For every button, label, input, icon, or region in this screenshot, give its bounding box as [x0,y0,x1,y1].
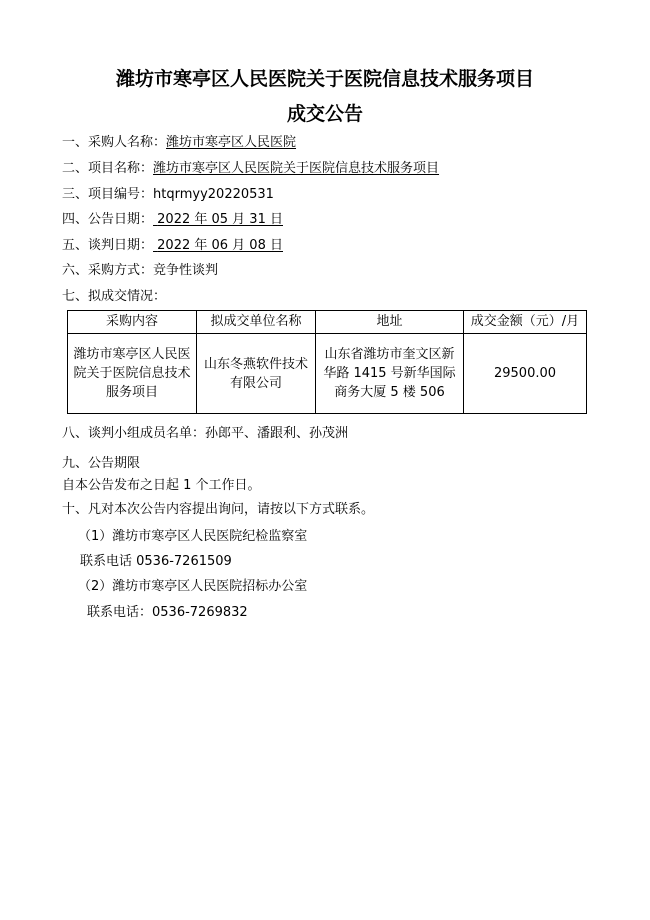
result-heading: 七、拟成交情况： [62,289,167,304]
method-label: 六、采购方式： [62,263,154,278]
announce-date-value: 2022 年 05 月 31 日 [157,212,283,227]
header-supplier: 拟成交单位名称 [197,311,316,334]
header-content: 采购内容 [68,311,197,334]
contact1-name: （1）潍坊市寒亭区人民医院纪检监察室 [78,529,308,544]
purchaser-line [62,134,296,152]
doc-title-line1: 潍坊市寒亭区人民医院关于医院信息技术服务项目 [115,68,534,90]
contact2-name: （2）潍坊市寒亭区人民医院招标办公室 [78,579,308,594]
period-text: 自本公告发布之日起 1 个工作日。 [62,478,261,493]
purchaser-value: 潍坊市寒亭区人民医院 [166,135,297,150]
team-line [62,425,348,443]
negotiation-date-line [62,237,283,255]
cell-address: 山东省潍坊市奎文区新华路 1415 号新华国际商务大厦 5 楼 506 [316,334,464,414]
team-value: 孙郎平、潘跟利、孙茂洲 [205,426,349,441]
contact2-phone: 联系电话：0536-7269832 [87,605,248,620]
result-table [67,310,587,414]
project-name-label: 二、项目名称： [62,161,154,176]
cell-supplier: 山东冬燕软件技术有限公司 [197,334,316,414]
team-label: 八、谈判小组成员名单： [62,426,206,441]
method-line [62,262,218,280]
header-address: 地址 [316,311,464,334]
negotiation-date-value: 2022 年 06 月 08 日 [157,238,283,253]
table-header-row [68,311,587,334]
purchaser-label: 一、采购人名称： [62,135,167,150]
method-value: 竞争性谈判 [153,263,219,278]
project-name-line [62,160,439,178]
header-amount: 成交金额（元）/月 [464,311,587,334]
announce-date-line [62,211,283,229]
contact1-phone: 联系电话 0536-7261509 [80,554,232,569]
project-no-value: htqrmyy20220531 [153,187,274,202]
announce-date-label: 四、公告日期： [62,212,154,227]
cell-amount: 29500.00 [464,334,587,414]
doc-title-line2: 成交公告 [286,103,363,125]
cell-content: 潍坊市寒亭区人民医院关于医院信息技术服务项目 [68,334,197,414]
project-no-line [62,186,274,204]
period-heading: 九、公告期限 [62,456,141,471]
project-name-value: 潍坊市寒亭区人民医院关于医院信息技术服务项目 [153,161,440,176]
table-row [68,334,587,414]
contact-heading: 十、凡对本次公告内容提出询问，请按以下方式联系。 [62,502,375,517]
negotiation-date-label: 五、谈判日期： [62,238,154,253]
project-no-label: 三、项目编号： [62,187,154,202]
